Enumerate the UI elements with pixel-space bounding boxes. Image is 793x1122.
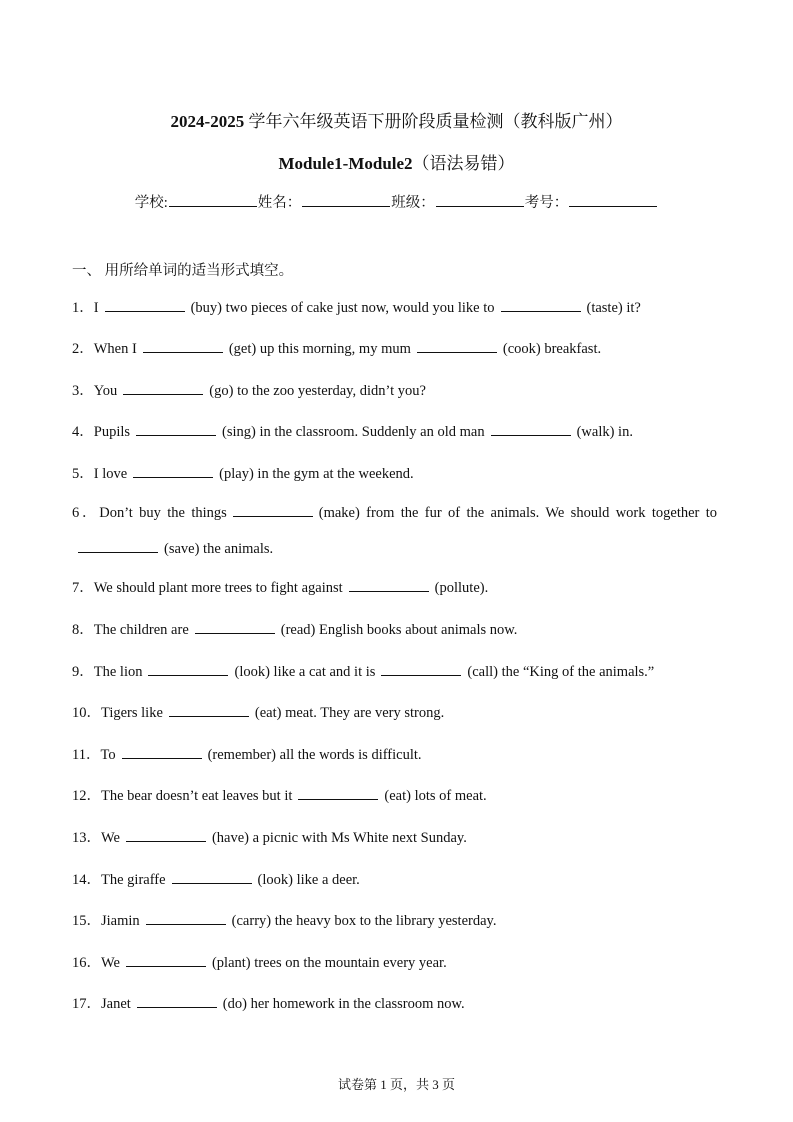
question-text: (do) her homework in the classroom now. [222,996,465,1012]
question-text: When I [93,341,137,357]
question-number: 3． [72,383,94,399]
name-label: 姓名： [257,195,302,211]
question-1 [72,296,641,317]
question-text: (call) the “King of the animals.” [467,664,655,680]
answer-blank[interactable] [195,621,275,634]
answer-blank[interactable] [122,746,202,759]
question-text: We should plant more trees to fight against [93,580,343,596]
question-15 [72,909,496,930]
question-number: 8． [72,622,94,638]
question-5 [72,462,414,483]
question-text: (carry) the heavy box to the library yesterday. [231,913,497,929]
answer-blank[interactable] [298,787,378,800]
question-number: 7． [72,580,94,596]
answer-blank[interactable] [143,340,223,353]
answer-blank[interactable] [172,871,252,884]
question-number: 16． [72,955,101,971]
student-info-row [0,191,793,212]
question-text: Pupils [93,424,131,440]
answer-blank[interactable] [169,704,249,717]
question-text: To [100,747,116,763]
question-text: (taste) it? [586,300,641,316]
question-4 [72,420,633,441]
question-text: (have) a picnic with Ms White next Sunday. [211,830,467,846]
answer-blank[interactable] [78,540,158,553]
question-text: (pollute). [434,580,489,596]
question-text: (read) English books about animals now. [280,622,518,638]
question-text: Tigers like [101,705,163,721]
answer-blank[interactable] [105,299,185,312]
question-text: (walk) in. [576,424,633,440]
question-17 [72,992,465,1013]
page-footer: 试卷第 1 页，共 3 页 [337,1077,455,1092]
question-text: I love [93,466,128,482]
title-text: 学年六年级英语下册阶段质量检测（教科版广州） [248,112,623,131]
number-field[interactable] [569,192,657,207]
question-number: 14． [72,872,101,888]
question-10 [72,701,444,722]
question-number: 2． [72,341,94,357]
question-number: 4． [72,424,94,440]
question-number: 1． [72,300,94,316]
question-text: Jiamin [101,913,140,929]
question-text: The lion [93,664,143,680]
question-text: Don’t buy the things [99,505,227,521]
question-number: 13． [72,830,101,846]
question-number: 9． [72,664,94,680]
question-7 [72,576,488,597]
question-text: Janet [101,996,131,1012]
answer-blank[interactable] [148,663,228,676]
answer-blank[interactable] [491,423,571,436]
number-label: 考号： [524,195,569,211]
question-text: You [93,383,118,399]
question-text: The bear doesn’t eat leaves but it [101,788,293,804]
question-number: 10． [72,705,101,721]
class-field[interactable] [436,192,524,207]
question-9 [72,660,654,681]
question-11 [72,743,422,764]
question-text: We [101,830,120,846]
answer-blank[interactable] [417,340,497,353]
question-number: 15． [72,913,101,929]
question-3 [72,379,426,400]
answer-blank[interactable] [126,954,206,967]
name-field[interactable] [302,192,390,207]
page-title [0,107,793,132]
question-12 [72,784,487,805]
answer-blank[interactable] [137,995,217,1008]
section-heading: 一、 用所给单词的适当形式填空。 [72,263,294,279]
answer-blank[interactable] [501,299,581,312]
subtitle-text: （语法易错） [412,154,515,173]
class-label: 班级： [391,195,435,211]
school-field[interactable] [169,192,257,207]
question-text: (make) from the fur of the animals. We should work together to [318,505,718,521]
question-text: I [93,300,99,316]
question-text: (plant) trees on the mountain every year. [211,955,447,971]
answer-blank[interactable] [136,423,216,436]
question-number: 6． [72,505,100,521]
question-number: 5． [72,466,94,482]
question-number: 11． [72,747,101,763]
question-text: (remember) all the words is difficult. [207,747,422,763]
question-text: (go) to the zoo yesterday, didn’t you? [209,383,426,399]
question-8 [72,618,517,639]
question-text: We [101,955,120,971]
question-text: (look) like a deer. [257,872,360,888]
question-text: The children are [93,622,189,638]
page-subtitle [0,149,793,174]
answer-blank[interactable] [146,912,226,925]
question-14 [72,868,360,889]
question-number: 17． [72,996,101,1012]
question-text: The giraffe [101,872,166,888]
question-text: (get) up this morning, my mum [228,341,411,357]
answer-blank[interactable] [381,663,461,676]
question-text: (eat) lots of meat. [384,788,487,804]
answer-blank[interactable] [133,465,213,478]
title-year: 2024-2025 [170,112,245,131]
answer-blank[interactable] [233,504,313,517]
question-text: (sing) in the classroom. Suddenly an old man [222,424,485,440]
question-text: (cook) breakfast. [502,341,602,357]
question-text: (eat) meat. They are very strong. [254,705,445,721]
answer-blank[interactable] [123,382,203,395]
question-text: (play) in the gym at the weekend. [219,466,414,482]
answer-blank[interactable] [126,829,206,842]
school-label: 学校: [134,195,168,211]
answer-blank[interactable] [349,579,429,592]
question-16 [72,951,447,972]
question-text: (save) the animals. [164,541,274,557]
question-6 [72,495,717,567]
question-text: (buy) two pieces of cake just now, would you like to [190,300,495,316]
subtitle-module: Module1-Module2 [278,154,413,173]
question-13 [72,826,467,847]
question-text: (look) like a cat and it is [234,664,376,680]
question-2 [72,337,601,358]
question-number: 12． [72,788,101,804]
